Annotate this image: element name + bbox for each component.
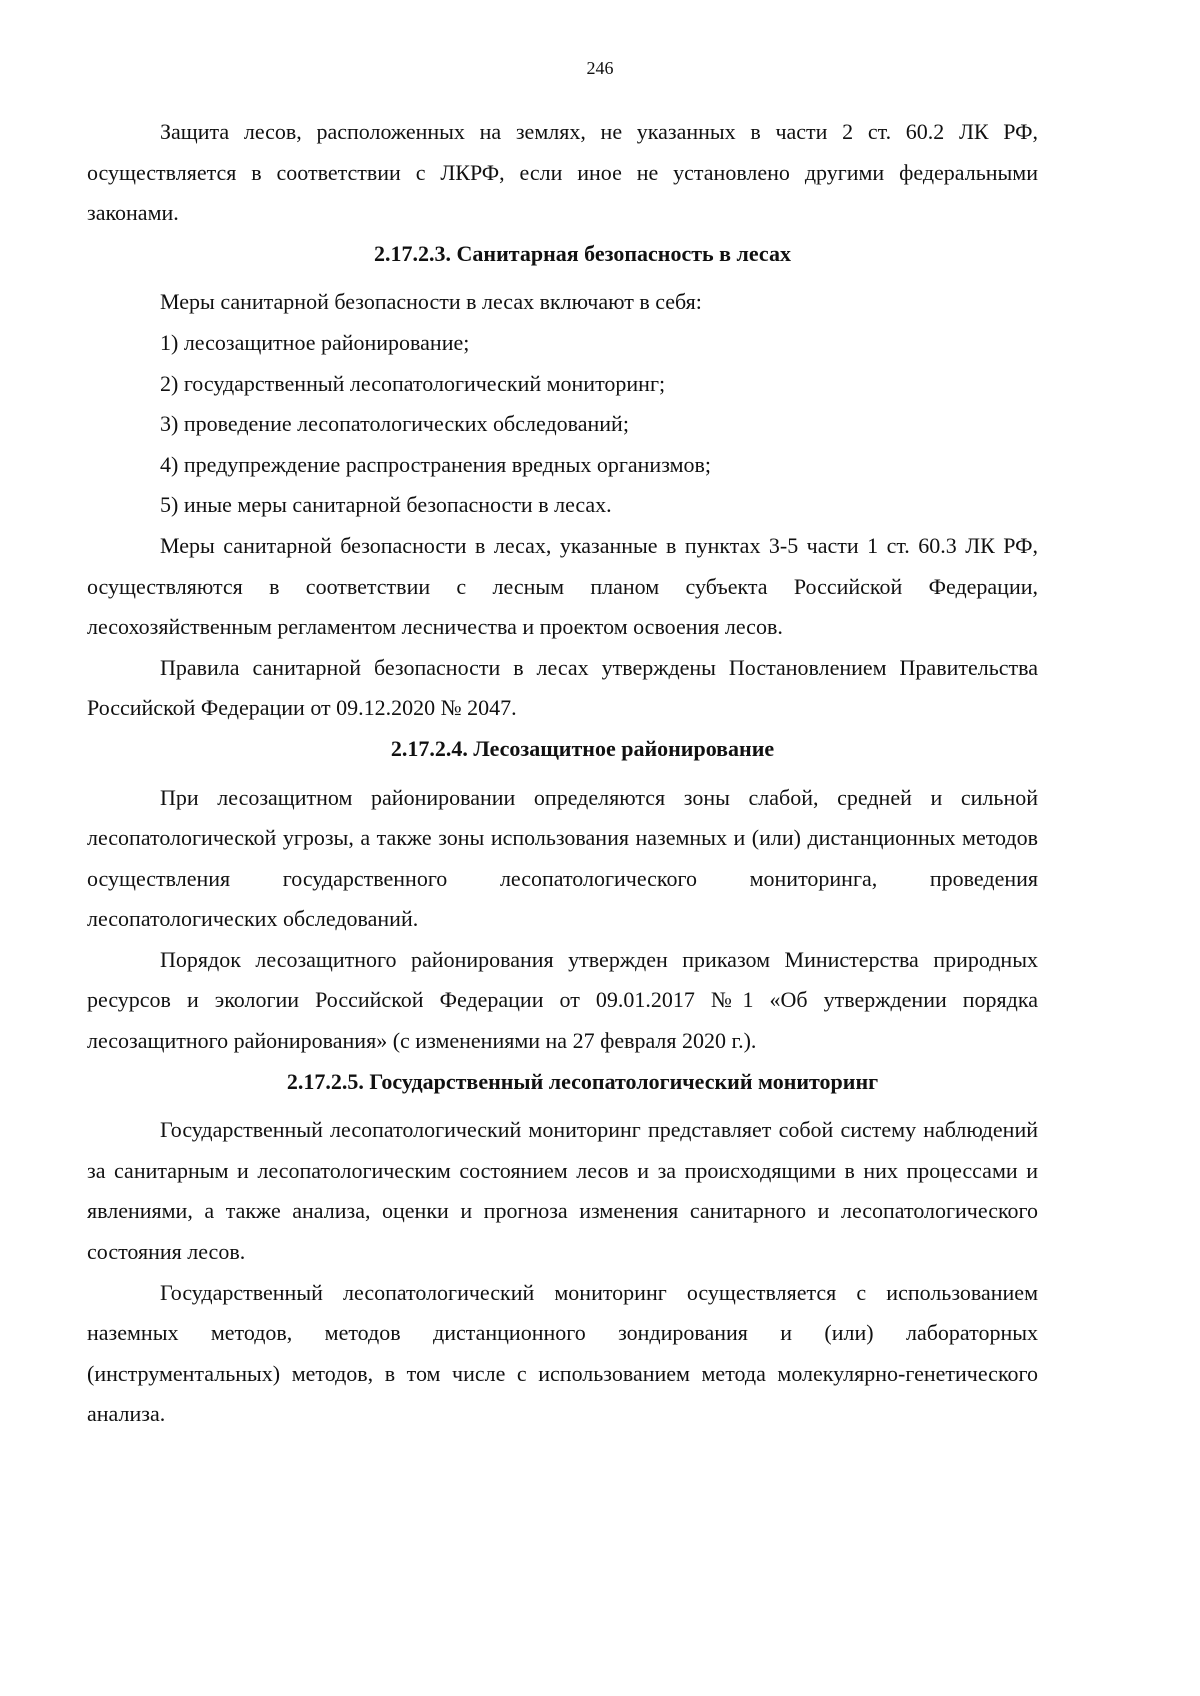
paragraph-monitoring-definition: Государственный лесопатологический мониторинг представляет собой систему наблюдений за санитарным и лесопатологическим состоянием лесов и за происходящими в них процессами и явлениями, а также анализа, оценки и прогноза изменения санитарного и лесопатологического состояния лесов.	[87, 1117, 1038, 1265]
paragraph-monitoring-methods: Государственный лесопатологический мониторинг осуществляется с использованием наземных методов, методов дистанционного зондирования и (или) лабораторных (инструментальных) методов, в том числе с использованием метода молекулярно-генетического анализа.	[87, 1279, 1038, 1427]
list-item: 5) иные меры санитарной безопасности в лесах.	[160, 492, 612, 518]
section-heading-forest-protection-zoning: 2.17.2.4. Лесозащитное районирование	[390, 735, 775, 761]
paragraph-sanitary-rules-decree: Правила санитарной безопасности в лесах утверждены Постановлением Правительства Российской Федерации от 09.12.2020 № 2047.	[87, 654, 1038, 721]
paragraph-sanitary-measures-plan: Меры санитарной безопасности в лесах, указанные в пунктах 3-5 части 1 ст. 60.3 ЛК РФ, осуществляются в соответствии с лесным планом субъекта Российской Федерации, лесохозяйственным регламентом лесничества и проектом освоения лесов.	[87, 532, 1038, 640]
list-item: 3) проведение лесопатологических обследований;	[160, 411, 629, 437]
list-item: 1) лесозащитное районирование;	[160, 329, 470, 355]
spacer	[87, 1102, 1038, 1110]
section-heading-sanitary-safety: 2.17.2.3. Санитарная безопасность в лесах	[374, 240, 791, 266]
spacer	[87, 770, 1038, 778]
paragraph-zoning-order: Порядок лесозащитного районирования утвержден приказом Министерства природных ресурсов и экологии Российской Федерации от 09.01.2017 №1 «Об утверждении порядка лесозащитного районирования» (с изменениями на 27 февраля 2020 г.).	[87, 946, 1038, 1054]
section-heading-state-monitoring: 2.17.2.5. Государственный лесопатологический мониторинг	[286, 1068, 879, 1094]
paragraph-zoning-zones: При лесозащитном районировании определяются зоны слабой, средней и сильной лесопатологической угрозы, а также зоны использования наземных и (или) дистанционных методов осуществления государственного лесопатологического мониторинга, проведения лесопатологических обследований.	[87, 784, 1038, 932]
list-item: 2) государственный лесопатологический мониторинг;	[160, 370, 666, 396]
list-item: 4) предупреждение распространения вредных организмов;	[160, 451, 711, 477]
paragraph-forest-protection-other-lands: Защита лесов, расположенных на землях, не указанных в части 2 ст. 60.2 ЛК РФ, осуществляется в соответствии с ЛКРФ, если иное не установлено другими федеральными законами.	[87, 119, 1038, 226]
paragraph-sanitary-measures-intro: Меры санитарной безопасности в лесах включают в себя:	[160, 289, 702, 315]
spacer	[87, 274, 1038, 282]
page-number: 246	[586, 58, 614, 78]
page-content	[87, 112, 1038, 1435]
